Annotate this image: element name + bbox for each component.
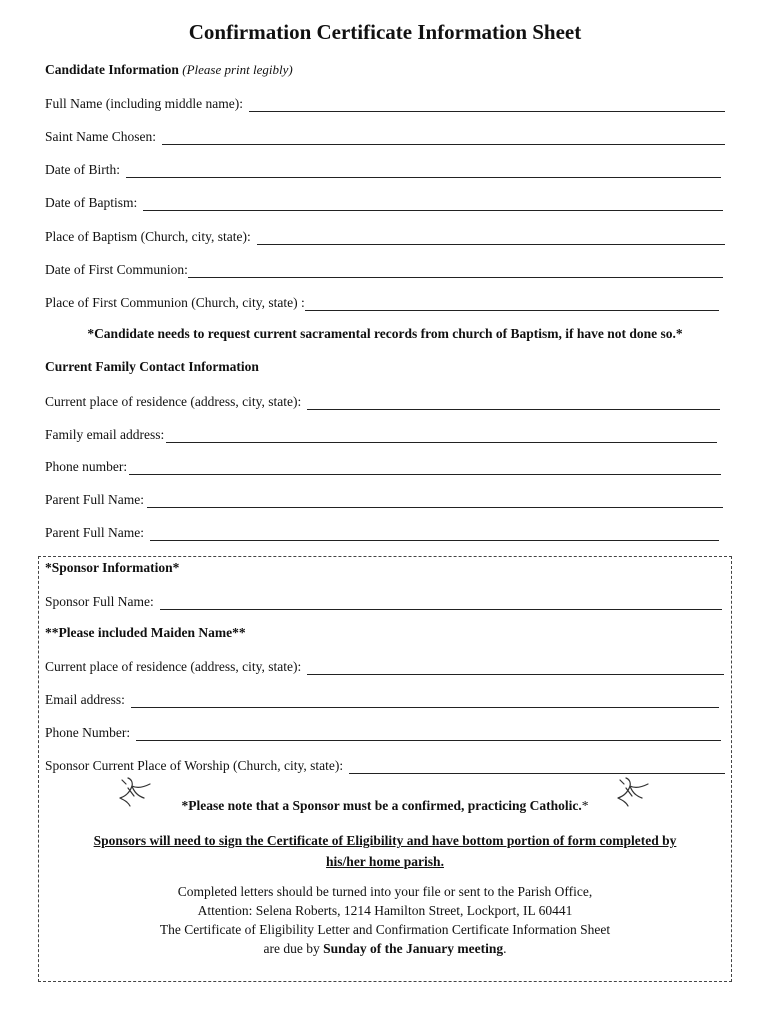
place-of-baptism-line[interactable] xyxy=(257,232,725,245)
sponsor-email-line[interactable] xyxy=(131,695,719,708)
sponsor-phone-label: Phone Number: xyxy=(45,725,131,740)
page-title: Confirmation Certificate Information Sheet xyxy=(188,20,582,44)
place-of-baptism-field[interactable] xyxy=(45,227,725,245)
family-residence-line[interactable] xyxy=(307,397,720,410)
candidate-heading-text: Candidate Information xyxy=(45,62,179,77)
first-communion-place-field[interactable] xyxy=(45,293,719,311)
full-name-field[interactable] xyxy=(45,94,725,112)
sponsor-residence-label: Current place of residence (address, city, state): xyxy=(45,659,302,674)
sponsor-email-label: Email address: xyxy=(45,692,125,707)
sponsor-heading: *Sponsor Information* xyxy=(45,560,180,575)
first-communion-date-line[interactable] xyxy=(188,265,723,278)
parent-name-1-field[interactable] xyxy=(45,490,723,508)
saint-name-label: Saint Name Chosen: xyxy=(45,129,156,144)
first-communion-place-line[interactable] xyxy=(305,298,719,311)
parent-name-1-label: Parent Full Name: xyxy=(45,492,144,507)
date-of-birth-line[interactable] xyxy=(126,165,721,178)
sponsor-worship-field[interactable] xyxy=(45,756,725,774)
date-of-baptism-label: Date of Baptism: xyxy=(45,195,138,210)
full-name-label: Full Name (including middle name): xyxy=(45,96,243,111)
first-communion-place-label: Place of First Communion (Church, city, state) : xyxy=(45,295,305,310)
date-of-baptism-field[interactable] xyxy=(45,193,723,211)
saint-name-field[interactable] xyxy=(45,127,725,145)
sponsor-name-label: Sponsor Full Name: xyxy=(45,594,154,609)
maiden-name-note: **Please included Maiden Name** xyxy=(45,625,246,640)
sponsor-worship-line[interactable] xyxy=(349,761,725,774)
sponsor-phone-line[interactable] xyxy=(136,728,721,741)
parent-name-2-line[interactable] xyxy=(150,528,719,541)
full-name-line[interactable] xyxy=(249,99,725,112)
closing-line-2: Attention: Selena Roberts, 1214 Hamilton Street, Lockport, IL 60441 xyxy=(197,903,573,918)
sponsor-residence-line[interactable] xyxy=(307,662,724,675)
closing-line-4 xyxy=(60,939,710,958)
family-email-label: Family email address: xyxy=(45,427,165,442)
family-email-field[interactable] xyxy=(45,425,717,443)
phone-number-label: Phone number: xyxy=(45,459,128,474)
catholic-note-text: *Please note that a Sponsor must be a confirmed, practicing Catholic. xyxy=(181,798,582,813)
saint-name-line[interactable] xyxy=(162,132,725,145)
candidate-heading xyxy=(45,62,293,78)
eligibility-line-1: Sponsors will need to sign the Certificate of Eligibility and have bottom portion of form completed by xyxy=(93,833,677,848)
sponsor-worship-label: Sponsor Current Place of Worship (Church, city, state): xyxy=(45,758,344,773)
family-heading: Current Family Contact Information xyxy=(45,359,259,374)
sponsor-name-line[interactable] xyxy=(160,597,722,610)
records-note: *Candidate needs to request current sacramental records from church of Baptism, if have not done so.* xyxy=(87,326,683,341)
date-of-birth-label: Date of Birth: xyxy=(45,162,120,177)
parent-name-2-label: Parent Full Name: xyxy=(45,525,144,540)
eligibility-note xyxy=(60,830,710,872)
first-communion-date-label: Date of First Communion: xyxy=(45,262,188,277)
eligibility-line-2: his/her home parish. xyxy=(326,854,444,869)
parent-name-2-field[interactable] xyxy=(45,523,719,541)
closing-line-1: Completed letters should be turned into your file or sent to the Parish Office, xyxy=(177,884,593,899)
closing-instructions xyxy=(60,882,710,958)
closing-line-4-post: . xyxy=(503,941,507,956)
place-of-baptism-label: Place of Baptism (Church, city, state): xyxy=(45,229,251,244)
closing-line-4-pre: are due by xyxy=(263,941,324,956)
phone-number-field[interactable] xyxy=(45,457,721,475)
sponsor-email-field[interactable] xyxy=(45,690,719,708)
first-communion-date-field[interactable] xyxy=(45,260,723,278)
closing-line-3: The Certificate of Eligibility Letter and Confirmation Certificate Information Sheet xyxy=(159,922,611,937)
date-of-birth-field[interactable] xyxy=(45,160,721,178)
due-date-text: Sunday of the January meeting xyxy=(323,941,504,956)
sponsor-phone-field[interactable] xyxy=(45,723,721,741)
phone-number-line[interactable] xyxy=(129,462,721,475)
family-email-line[interactable] xyxy=(166,430,717,443)
family-residence-label: Current place of residence (address, city, state): xyxy=(45,394,302,409)
date-of-baptism-line[interactable] xyxy=(143,198,723,211)
candidate-heading-note: (Please print legibly) xyxy=(182,62,293,77)
family-residence-field[interactable] xyxy=(45,392,720,410)
catholic-note xyxy=(0,798,770,814)
sponsor-name-field[interactable] xyxy=(45,592,722,610)
catholic-note-star: * xyxy=(581,798,589,813)
sponsor-residence-field[interactable] xyxy=(45,657,724,675)
parent-name-1-line[interactable] xyxy=(147,495,723,508)
